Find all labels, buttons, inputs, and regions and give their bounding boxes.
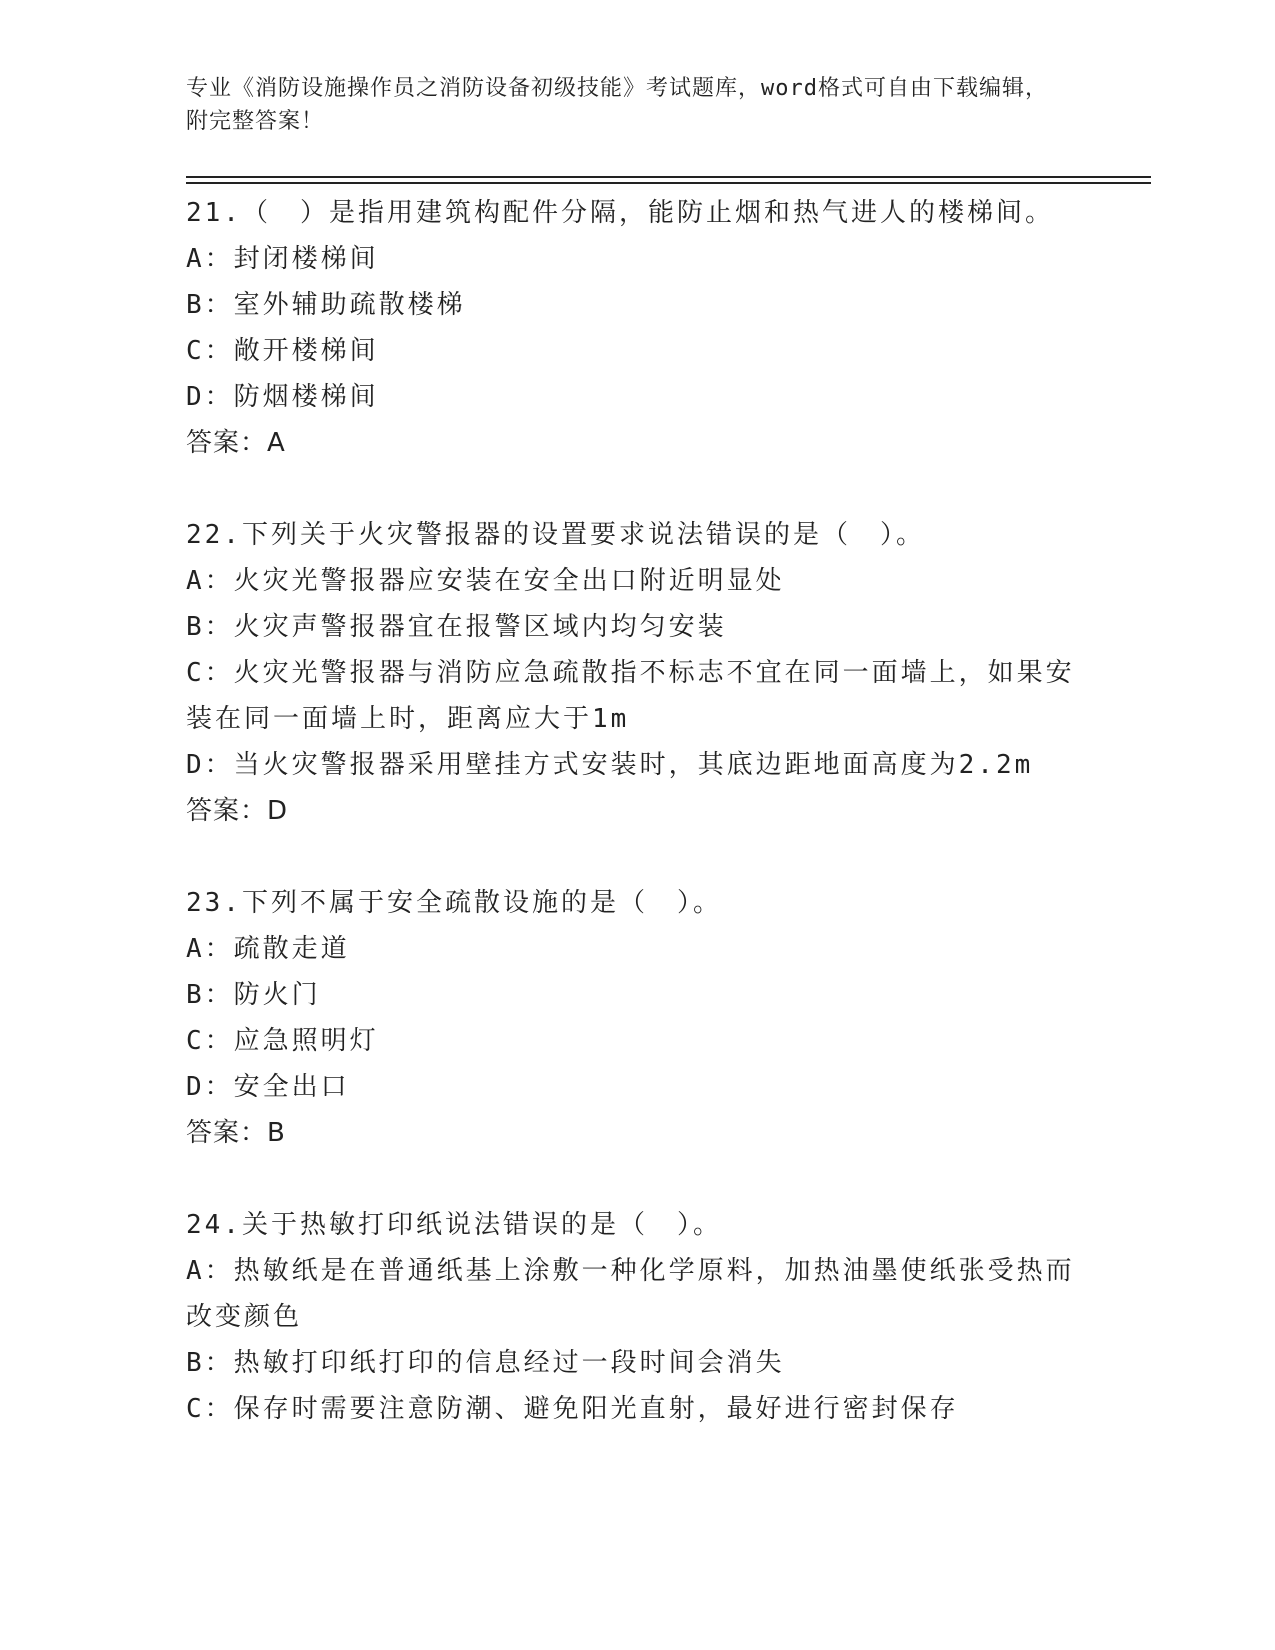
option-c: C：保存时需要注意防潮、避免阳光直射，最好进行密封保存 — [186, 1394, 959, 1424]
question-24 — [186, 1202, 1086, 1432]
option-d: D：防烟楼梯间 — [186, 382, 379, 412]
document-header: 专业《消防设施操作员之消防设备初级技能》考试题库，word格式可自由下载编辑，附完整答案！ — [186, 76, 1048, 134]
option-c: C：火灾光警报器与消防应急疏散指不标志不宜在同一面墙上，如果安装在同一面墙上时，距离应大于1m — [186, 658, 1075, 734]
question-stem: 23.下列不属于安全疏散设施的是（ ）。 — [186, 888, 722, 918]
question-stem: 24.关于热敏打印纸说法错误的是（ ）。 — [186, 1210, 722, 1240]
question-list — [186, 190, 1086, 1478]
answer: 答案：D — [186, 796, 289, 826]
option-c: C：敞开楼梯间 — [186, 336, 379, 366]
header-rule-bottom — [186, 182, 1151, 184]
question-23 — [186, 880, 1086, 1156]
option-b: B：热敏打印纸打印的信息经过一段时间会消失 — [186, 1348, 785, 1378]
header-rule-top — [186, 176, 1151, 178]
answer: 答案：A — [186, 428, 286, 458]
option-a: A：热敏纸是在普通纸基上涂敷一种化学原料，加热油墨使纸张受热而改变颜色 — [186, 1256, 1075, 1332]
option-a: A：火灾光警报器应安装在安全出口附近明显处 — [186, 566, 785, 596]
question-22 — [186, 512, 1086, 834]
option-d: D：当火灾警报器采用壁挂方式安装时，其底边距地面高度为2.2m — [186, 750, 1034, 780]
option-b: B：防火门 — [186, 980, 321, 1010]
option-b: B：火灾声警报器宜在报警区域内均匀安装 — [186, 612, 727, 642]
option-b: B：室外辅助疏散楼梯 — [186, 290, 466, 320]
question-stem: 22.下列关于火灾警报器的设置要求说法错误的是（ ）。 — [186, 520, 925, 550]
option-a: A：封闭楼梯间 — [186, 244, 379, 274]
question-21 — [186, 190, 1086, 466]
option-c: C：应急照明灯 — [186, 1026, 379, 1056]
option-d: D：安全出口 — [186, 1072, 350, 1102]
question-stem: 21.（ ）是指用建筑构配件分隔，能防止烟和热气进人的楼梯间。 — [186, 198, 1054, 228]
answer: 答案：B — [186, 1118, 286, 1148]
option-a: A：疏散走道 — [186, 934, 350, 964]
